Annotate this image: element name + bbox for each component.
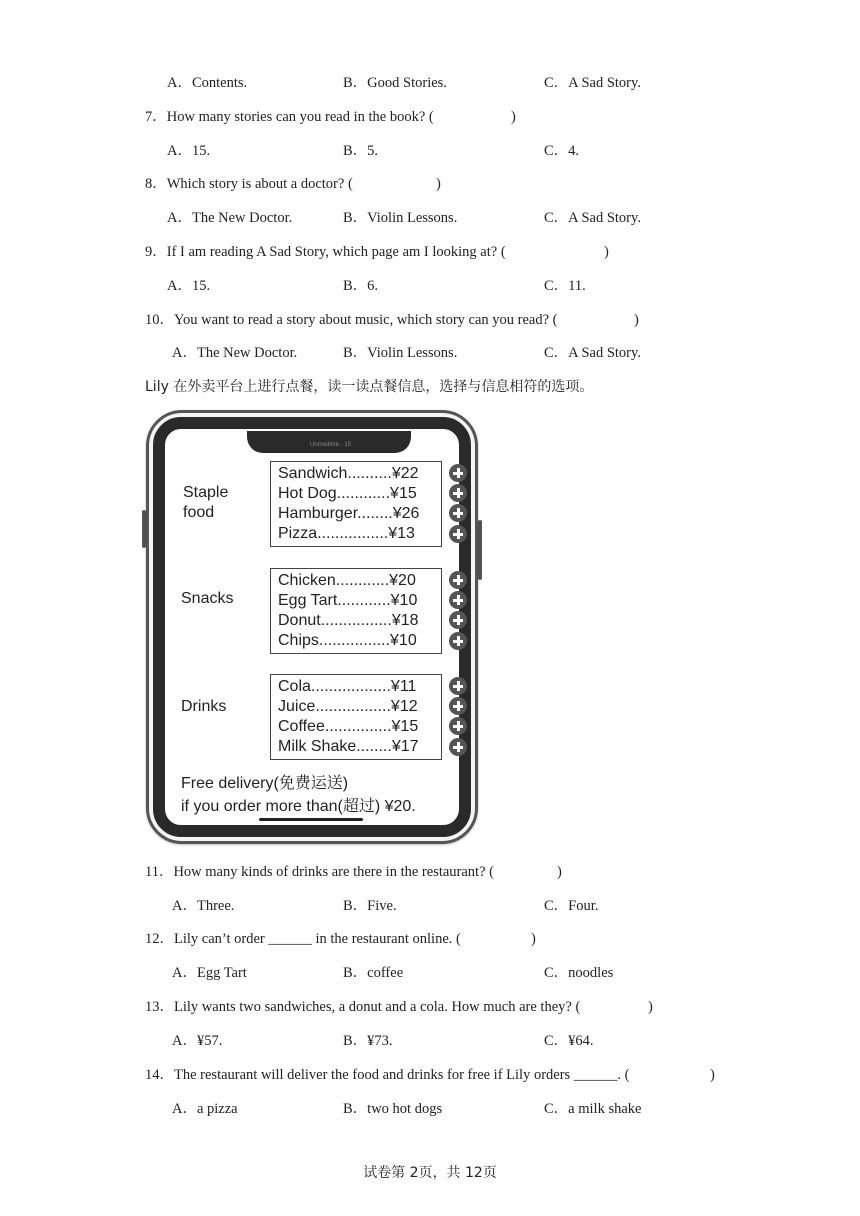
q12-option-c: C．noodles [544,965,614,981]
add-item-icon [449,738,467,756]
q14-answer-close: ) [710,1067,715,1083]
menu-item: Hamburger........¥26 [278,505,420,522]
add-item-icon [449,677,467,695]
q14-option-b: B．two hot dogs [343,1101,443,1117]
menu-item: Juice.................¥12 [278,698,418,715]
category-snacks: Snacks [181,590,234,607]
q8-option-c: C．A Sad Story. [544,210,641,226]
q12-option-b: B．coffee [343,965,404,981]
page-footer: 试卷第 2页，共 12页 [363,1165,497,1181]
q11-option-b: B．Five. [343,898,397,914]
category-drinks: Drinks [181,698,227,715]
q7-option-c: C．4. [544,143,580,159]
add-item-icon [449,611,467,629]
q6-option-a: A．Contents. [167,75,248,91]
q9-answer-close: ) [604,244,609,260]
phone-home-indicator [259,818,363,821]
q7-option-b: B．5. [343,143,379,159]
q10-option-b: B．Violin Lessons. [343,345,458,361]
menu-item: Chips................¥10 [278,632,417,649]
q8-question: 8．Which story is about a doctor? ( [145,176,353,192]
add-item-icon [449,591,467,609]
add-item-icon [449,504,467,522]
q9-question: 9．If I am reading A Sad Story, which page am I looking at? ( [145,244,506,260]
q10-answer-close: ) [634,312,639,328]
menu-box-drinks [270,674,442,760]
q14-question: 14．The restaurant will deliver the food and drinks for free if Lily orders ______. ( [145,1067,630,1083]
q7-question: 7．How many stories can you read in the book? ( [145,109,434,125]
menu-item: Sandwich..........¥22 [278,465,419,482]
q11-option-a: A．Three. [172,898,235,914]
add-item-icon [449,571,467,589]
menu-item: Donut................¥18 [278,612,419,629]
menu-item: Milk Shake........¥17 [278,738,419,755]
phone-screen [153,417,471,837]
q14-option-c: C．a milk shake [544,1101,642,1117]
q12-answer-close: ) [531,931,536,947]
menu-item: Cola..................¥11 [278,678,417,695]
q11-answer-close: ) [557,864,562,880]
phone-menu-image [146,410,478,844]
free-delivery-line-1: Free delivery(免费运送) [181,775,349,792]
phone-power-button [478,520,482,580]
menu-box-staple-food [270,461,442,547]
add-item-icon [449,717,467,735]
add-item-icon [449,484,467,502]
q7-option-a: A．15. [167,143,211,159]
q9-option-c: C．11. [544,278,586,294]
q10-option-c: C．A Sad Story. [544,345,641,361]
menu-item: Chicken............¥20 [278,572,416,589]
category-staple-food: Staple food [183,484,229,521]
menu-item: Coffee...............¥15 [278,718,419,735]
q11-question: 11．How many kinds of drinks are there in the restaurant? ( [145,864,494,880]
q10-option-a: A．The New Doctor. [172,345,298,361]
q12-option-a: A．Egg Tart [172,965,247,981]
q8-option-b: B．Violin Lessons. [343,210,458,226]
q13-answer-close: ) [648,999,653,1015]
free-delivery-line-2: if you order more than(超过) ¥20. [181,798,416,815]
q9-option-b: B．6. [343,278,379,294]
q8-answer-close: ) [436,176,441,192]
reading-instruction: Lily 在外卖平台上进行点餐，读一读点餐信息，选择与信息相符的选项。 [145,379,594,395]
q6-option-b: B．Good Stories. [343,75,447,91]
menu-box-snacks [270,568,442,654]
q13-question: 13．Lily wants two sandwiches, a donut and a cola. How much are they? ( [145,999,581,1015]
q7-answer-close: ) [511,109,516,125]
q13-option-c: C．¥64. [544,1033,594,1049]
add-item-icon [449,464,467,482]
q9-option-a: A．15. [167,278,211,294]
q11-option-c: C．Four. [544,898,599,914]
q13-option-b: B．¥73. [343,1033,393,1049]
menu-item: Egg Tart............¥10 [278,592,418,609]
add-item-icon [449,697,467,715]
phone-notch-text: Unmedime · 15 [310,442,352,448]
q12-question: 12．Lily can’t order ______ in the restaurant online. ( [145,931,461,947]
q8-option-a: A．The New Doctor. [167,210,293,226]
menu-item: Pizza................¥13 [278,525,415,542]
menu-item: Hot Dog............¥15 [278,485,417,502]
q6-option-c: C．A Sad Story. [544,75,641,91]
q13-option-a: A．¥57. [172,1033,223,1049]
q14-option-a: A．a pizza [172,1101,238,1117]
add-item-icon [449,632,467,650]
q10-question: 10．You want to read a story about music, which story can you read? ( [145,312,558,328]
add-item-icon [449,525,467,543]
